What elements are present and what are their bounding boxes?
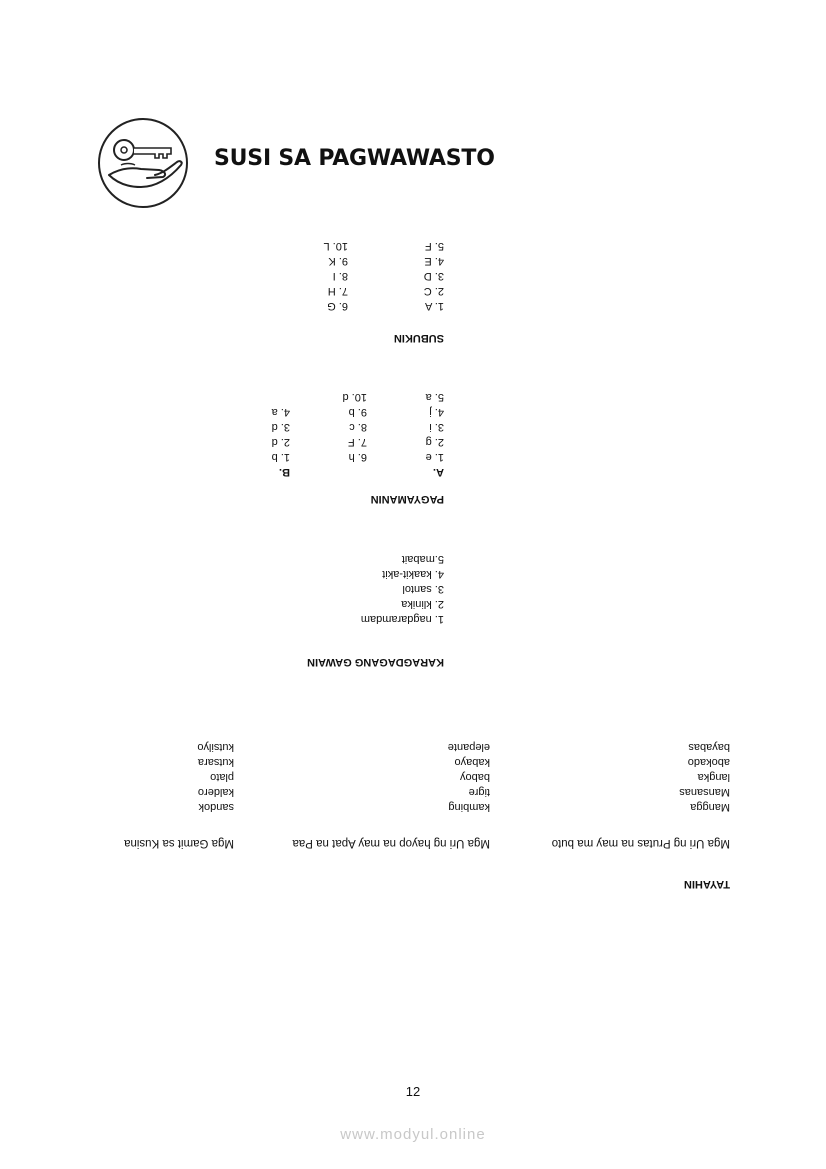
- list-item: 1. e: [425, 451, 444, 463]
- list-item: kutsilyo: [197, 741, 234, 753]
- list-item: kambing: [448, 801, 490, 813]
- list-item: 10. d: [342, 391, 367, 403]
- watermark: www.modyul.online: [340, 1126, 486, 1143]
- list-item: 6. G: [327, 300, 348, 312]
- list-item: 1. nagdaramdam: [360, 613, 444, 625]
- list-item: 8. I: [332, 270, 348, 282]
- list-item: plato: [210, 771, 234, 783]
- page-title: SUSI SA PAGWAWASTO: [214, 146, 495, 171]
- list-item: bayabas: [688, 741, 730, 753]
- tayahin-title: TAYAHIN: [683, 878, 730, 890]
- list-item: 4. E: [424, 255, 444, 267]
- tayahin-heading-prutas: Mga Uri ng Prutas na may ma buto: [551, 837, 730, 849]
- list-item: 4. j: [429, 406, 444, 418]
- list-item: kaldero: [197, 786, 234, 798]
- pagyamanin-part-a-label: A.: [433, 466, 444, 478]
- tayahin-heading-hayop: Mga Uri ng hayop na may Apat na Paa: [292, 837, 490, 849]
- list-item: 2. d: [271, 436, 290, 448]
- list-item: 2. C: [423, 285, 444, 297]
- list-item: 1. b: [271, 451, 290, 463]
- list-item: 3. santol: [402, 583, 444, 595]
- list-item: abokado: [687, 756, 730, 768]
- list-item: Mangga: [690, 801, 730, 813]
- list-item: kabayo: [454, 756, 490, 768]
- list-item: 5. F: [425, 240, 444, 252]
- list-item: 3. i: [429, 421, 444, 433]
- list-item: tigre: [468, 786, 490, 798]
- list-item: 8. c: [349, 421, 367, 433]
- list-item: 3. D: [423, 270, 444, 282]
- list-item: 3. d: [271, 421, 290, 433]
- subukin-title: SUBUKIN: [393, 332, 444, 344]
- answer-key-upside-down: [110, 230, 730, 890]
- list-item: 5. a: [425, 391, 444, 403]
- list-item: 7. H: [327, 285, 348, 297]
- list-item: kutsara: [197, 756, 234, 768]
- page-number: 12: [405, 1084, 421, 1099]
- list-item: 4. a: [271, 406, 290, 418]
- list-item: Mansanas: [679, 786, 730, 798]
- list-item: 7. F: [348, 436, 367, 448]
- list-item: 4. kaakit-akit: [382, 568, 444, 580]
- key-hand-icon: [97, 117, 189, 209]
- pagyamanin-title: PAGYAMANIN: [370, 493, 444, 505]
- list-item: 5.mabait: [401, 553, 444, 565]
- list-item: baboy: [460, 771, 490, 783]
- list-item: elepante: [447, 741, 490, 753]
- pagyamanin-part-b-label: B.: [279, 466, 290, 478]
- list-item: sandok: [198, 801, 234, 813]
- list-item: 9. b: [348, 406, 367, 418]
- list-item: 9. K: [328, 255, 348, 267]
- list-item: 2. g: [425, 436, 444, 448]
- list-item: 2. klinika: [401, 598, 444, 610]
- karagdagang-gawain-title: KARAGDAGANG GAWAIN: [307, 656, 444, 668]
- list-item: 10. L: [323, 240, 348, 252]
- tayahin-heading-kusina: Mga Gamit sa Kusina: [124, 837, 234, 849]
- list-item: 1. A: [425, 300, 444, 312]
- list-item: langka: [697, 771, 730, 783]
- list-item: 6. h: [348, 451, 367, 463]
